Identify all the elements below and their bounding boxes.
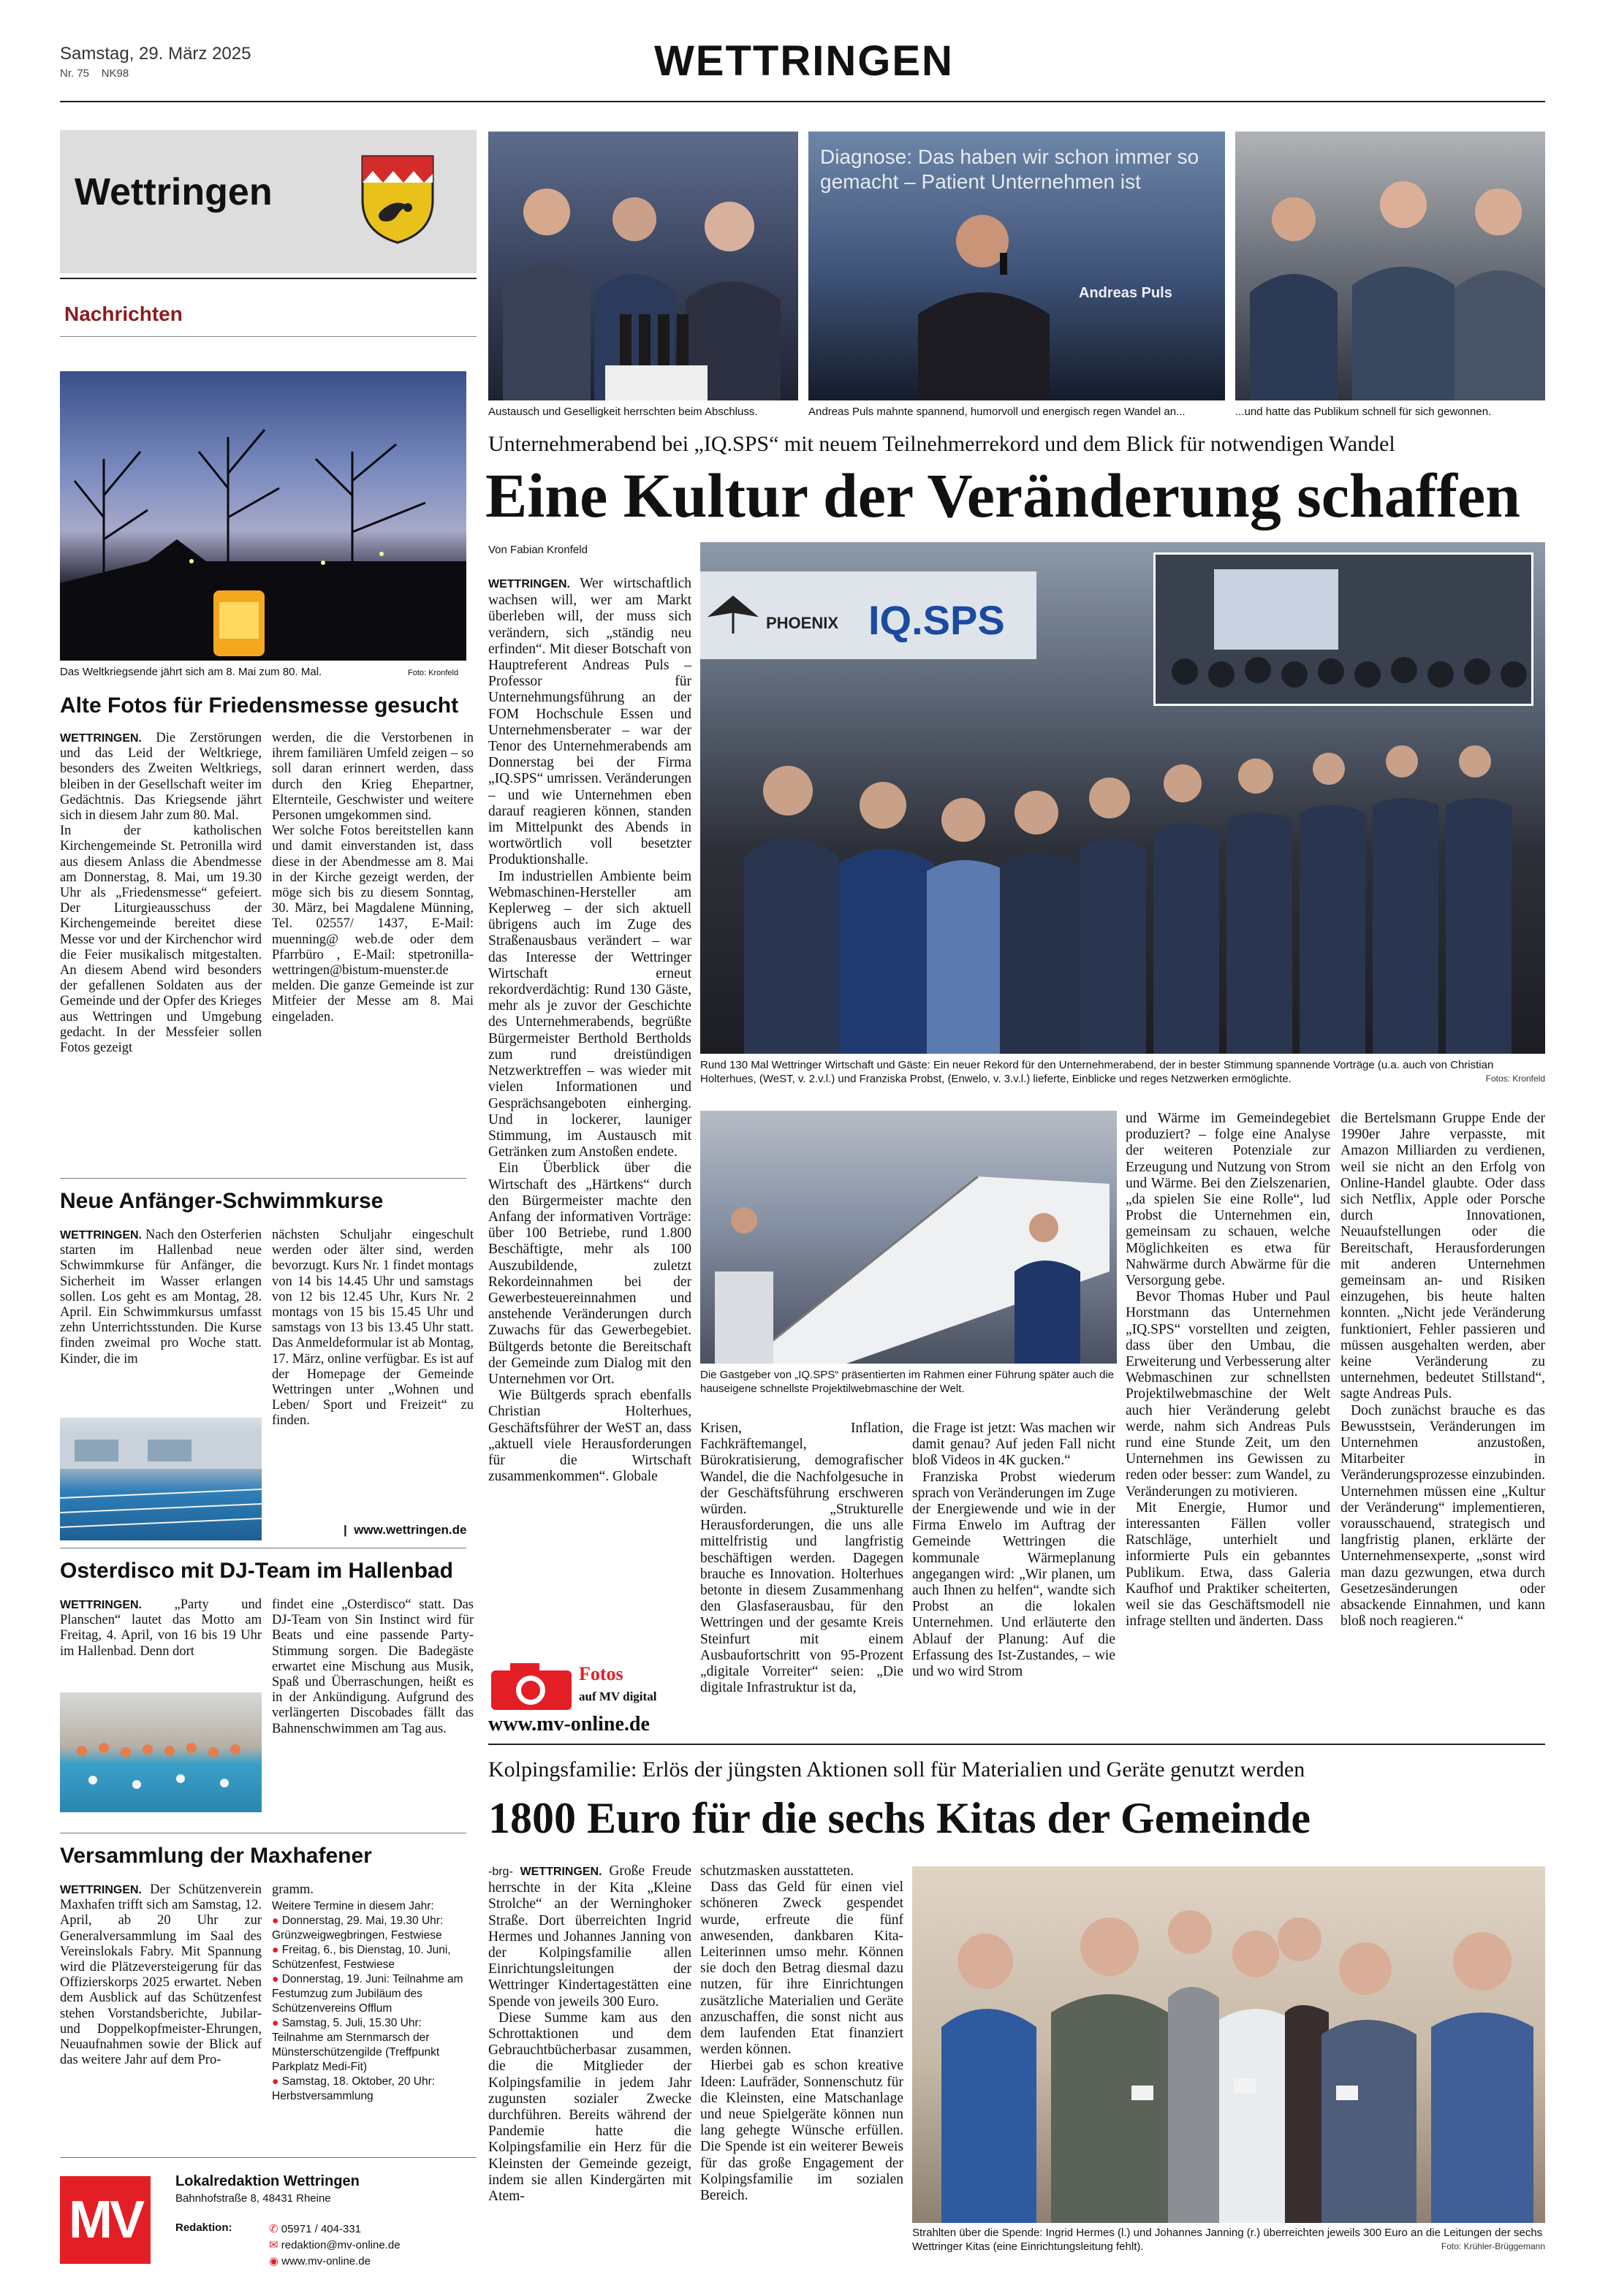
top-photo-1-caption: Austausch und Geselligkeit herrschten beim Abschluss. [488,406,758,418]
bullet-icon: ● [272,1973,279,1986]
news2-col1: WETTRINGEN. Nach den Osterferien starten im Hallenbad neue Schwimmkurse für Anfänger, die Sicherheit im Wasser erlangen sollen. Los geht es am Montag, 28. April. Ein Schwimmkursus umfasst zehn Unterrichtsstunden. Die Kurse finden zweimal pro Woche statt. Kinder, die im [60,1228,262,1366]
dates-list [272,1914,474,2104]
iqsps-logo: IQ.SPS [868,597,1005,643]
contact-phone[interactable]: ✆ 05971 / 404-331 [269,2223,362,2235]
main-col4: die Bertelsmann Gruppe Ende der 1990er Jahre verpasste, mit Amazon Milliarden zu verdienen, weil sie nicht an den Erfolg von Online-Handel glaubte. Oder dass sich Netflix, Apple oder Porsche durch Innovationen, Neuaufstellungen oder die Bereitschaft, Herausforderungen mit anderen Unternehmen gemeinsam an- und Risiken einzugehen, bis heute halten konnten. „Nicht jede Veränderung funktioniert, Fehler passieren und müssen ausgehalten werden, aber keine Veränderung zu unternehmen, bedeutet Stillstand“, sagte Andreas Puls. Doch zunächst brauche es das Bewusstsein, Veränderungen im Unternehmen anzustoßen, Mitarbeiter in Veränderungsprozesse einzubinden. Unternehmen müssen eine „Kultur der Veränderung“ implementieren, vorausschauend, strategisch und langfristig planen, erklärte der Unternehmensexperte, „sonst wird man dazu gezwungen, etwa durch Gesetzesänderungen oder absackende Einnahmen, und kann bloß noch reagieren.“ [1340,1111,1545,1630]
top-photo-2 [808,132,1225,400]
date-item: ● Donnerstag, 29. Mai, 19.30 Uhr: Grünzweigwegbringen, Festwiese [272,1915,444,1942]
news2-col2: nächsten Schuljahr eingeschult werden oder älter sind, werden bevorzugt. Kurs Nr. 1 findet montags von 14 bis 14.45 Uhr und samstags von 12 bis 12.45 Uhr, Kurs Nr. 2 montags von 15 bis 15.45 Uhr und samstags von 13 bis 13.45 Uhr statt. Das Anmeldeformular ist ab Montag, 17. März, online verfügbar. Es ist auf der Homepage der Gemeinde Wettringen unter „Wohnen und Leben/ Sport und Freizeit“ zu finden. [272,1228,474,1429]
news4-col2: gramm. Weitere Termine in diesem Jahr: ● Donnerstag, 29. Mai, 19.30 Uhr: Grünzweigwegbringen, Festwiese ● Freitag, 6., bis Dienstag, 10. Juni, Schützenfest, Festwiese ● Donnerstag, 19. Juni: Teilnahme am Festumzug zum Jubiläum des Schützenvereins Offlum ● Samstag, 5. Juli, 15.30 Uhr: Teilnahme am Sternmarsch der Münsterschützengilde (Treffpunkt Parkplatz Medi-Fit) ● Samstag, 18. Oktober, 20 Uhr: Herbstversammlung [272,1882,474,2104]
photo1-credit: Foto: Kronfeld [408,669,459,677]
top-photo-2-caption: Andreas Puls mahnte spannend, humorvoll und energisch regen Wandel an... [808,406,1186,418]
bullet-icon: ● [272,2017,279,2030]
slide-text: Diagnose: Das haben wir schon immer so gemacht – Patient Unternehmen ist [820,145,1199,193]
masthead-rule [60,101,1545,102]
globe-icon: ◉ [269,2255,279,2268]
news3-col2: findet eine „Osterdisco“ statt. Das DJ-Team von Sin Instinct wird für Beats und eine passende Party-Stimmung sorgen. Die Badegäste erwartet eine Mischung aus Musik, Spaß und Überraschungen, heißt es in der Ankündigung. Aufgrund des verlängerten Discobades fällt das Bahnenschwimmen am Tag aus. [272,1597,474,1736]
bullet-icon: ● [272,1915,279,1928]
date-item: ● Samstag, 18. Oktober, 20 Uhr: Herbstversammlung [272,2075,436,2103]
main-col1: WETTRINGEN. Wer wirtschaftlich wachsen will, wer am Markt überleben will, der muss sich verändern, sich „ständig neu erfinden“. Mit dieser Botschaft von Hauptreferent Andreas Puls – Professor für Unternehmungsführung an der FOM Hochschule Essen und Unternehmensberater – war der Tenor des Unternehmerabends am Donnerstag bei der Firma „IQ.SPS“ umrissen. Veränderungen – und wie Unternehmen eben darauf reagieren können, standen im Mittelpunkt des Abends in wortwörtlich voll besetzter Produktionshalle. Im industriellen Ambiente beim Webmaschinen-Hersteller am Keplerweg – der sich aktuell übrigens auch im Zuge des Straßenausbaus verändert – war das Interesse der Wettringer Wirtschaft erneut rekordverdächtig: Rund 130 Gäste, mehr als je zuvor der Geschichte des Unternehmerabends, begrüßte Bürgermeister Berthold Bertholds zum rund dreistündigen Netzwerktreffen – was wieder mit vielen Informationen und Gesprächsangeboten einherging. Und in lockerer, launiger Stimmung, im Austausch mit Getränken zum Anstoßen endete. Ein Überblick über die Wirtschaft des „Härtkens“ durch den Bürgermeister machte den Anfang der informativen Vorträge: über 100 Betriebe, rund 1.800 Beschäftigte, mehr als 100 Auszubildende, zuletzt Rekordeinnahmen bei der Gewerbesteuereinnahmen und anstehende Veränderungen durch Zuwachs für das Gewerbegebiet. Bültgerds betonte die Bereitschaft der Gemeinde zum Dialog mit den Unternehmen vor Ort. Wie Bültgerds sprach ebenfalls Christian Holterhues, Geschäftsführer der WeST an, dass „aktuell viele Herausforderungen für die Wirtschaft zusammenkommen“. Globale [488,576,692,1485]
issue-date: Samstag, 29. März 2025 [60,44,251,64]
top-photo-1 [488,132,798,400]
main-byline: Von Fabian Kronfeld [488,544,588,556]
small-photo-caption: Die Gastgeber von „IQ.SPS“ präsentierten im Rahmen einer Führung später auch die hauseigene schnellste Projektilwebmaschine der Welt. [700,1369,1115,1395]
pool-disco-photo [60,1692,262,1812]
main-photo-caption: Rund 130 Mal Wettringer Wirtschaft und Gäste: Ein neuer Rekord für den Unternehmerabend, der in bester Stimmung spannende Vorträge (u.a. auch von Christian Holterhues, (WeST, v. 2.v.l.) und Franziska Probst, (Enwelo, v. 3.v.l.) lieferte, Einblicke und reges Netzwerken ermöglichte. Fotos: Kronfeld [700,1059,1545,1085]
slide-speaker-name: Andreas Puls [1079,285,1172,301]
kita-photo-caption: Strahlten über die Spende: Ingrid Hermes (l.) und Johannes Janning (r.) überreichten jeweils 300 Euro an die Leitungen der sechs Wettringer Kitas (eine Einrichtungsleitung fehlt). Foto: Krühler-Brüggemann [912,2227,1545,2253]
weaving-machine-photo [700,1111,1117,1364]
contact-web[interactable]: ◉ www.mv-online.de [269,2255,371,2268]
date-item: ● Freitag, 6., bis Dienstag, 10. Juni, Schützenfest, Festwiese [272,1944,451,1972]
section-title: WETTRINGEN [654,37,954,85]
main-col3: und Wärme im Gemeindegebiet produziert? – folge eine Analyse der weiteren Potenziale zur Erzeugung und Nutzung von Strom und Wärme. Bei den Zielszenarien, „da spielen Sie eine Rolle“, lud Probst die Unternehmen ein, gemeinsam zu schauen, welche Möglichkeiten es etwa für Nahwärme durch Abwärme für die Versorgung gebe. Bevor Thomas Huber und Paul Horstmann das Unternehmen „IQ.SPS“ vorstellten und zeigten, dass über den Umbau, die Erweiterung und Verbesserung alter Webmaschinen zur schnellsten Projektilwebmaschine der Welt auch hier Veränderung gelebt werde, nahm sich Andreas Puls rund eine Stunde Zeit, um den Unternehmen ins Gewissen zu reden oder besser: zum Wandel, zu Veränderungen zu motivieren. Mit Energie, Humor und interessanten Fällen voller Ratschläge, unterhielt und informierte Puls ein gebanntes Publikum. Etwa, dass Galeria Kaufhof und Praktiker scheiterten, weil sie das Geschäftsmodell nie infrage stellten und änderten. Dass [1126,1111,1330,1630]
news1-col2: werden, die die Verstorbenen in ihrem familiären Umfeld zeigen – so soll daran erinnert werden, dass durch den Krieg Ehepartner, Elternteile, Geschwister und weitere Personen umgekommen sind. Wer solche Fotos bereitstellen kann und damit einverstanden ist, dass diese in der Abendmesse am 8. Mai in der Kirche gezeigt werden, der möge sich bis zu diesem Sonntag, 30. März, bei Magdalene Münning, Tel. 02557/ 1437, E-Mail: muenning@ web.de oder dem Pfarrbüro , E-Mail: stpetronilla-wettringen@bistum-muenster.de melden. Die ganze Gemeinde ist zur Mitfeier der Messe am 8. Mai eingeladen. [272,731,474,1025]
contact-title: Lokalredaktion Wettringen [175,2173,360,2189]
photo-promo[interactable]: Fotos auf MV digital www.mv-online.de [488,1660,691,1738]
photo1-caption: Das Weltkriegsende jährt sich am 8. Mai zum 80. Mal. [60,666,322,678]
contact-email[interactable]: ✉ redaktion@mv-online.de [269,2239,401,2251]
main-col3a: die Frage ist jetzt: Was machen wir damit genau? Auf jeden Fall nicht bloß Videos in 4K gucken.“ Franziska Probst wiederum sprach von Veränderungen im Zuge der Energiewende und wie in der Firma Enwelo im Auftrag der Gemeinde Wettringen die kommunale Wärmeplanung angegangen wird: „Wir planen, um auch Ihnen zu helfen“, wandte sich Probst an die lokalen Unternehmen. Und erläuterte den Ablauf der Planung: Auf die Erfassung des Ist-Zustandes, – wie und wo wird Strom [912,1421,1115,1680]
contact-address: Bahnhofstraße 8, 48431 Rheine [175,2192,331,2205]
news2-link[interactable]: | www.wettringen.de [344,1523,467,1537]
bullet-icon: ● [272,2075,279,2088]
news4-col1: WETTRINGEN. Der Schützenverein Maxhafen trifft sich am Samstag, 12. April, ab 20 Uhr zur Generalversammlung im Saal des Vereinslokals Fabry. Mit Spannung wird die Plätzeversteigerung für das Offizierskorps 2025 erwartet. Neben dem Ausblick auf das Schützenfest stehen Vorstandsberichte, Jubilar- und Doppelkopfmeister-Ehrungen, Neuaufnahmen sowie der Blick auf das weitere Jahr auf dem Pro- [60,1882,262,2068]
date-item: ● Donnerstag, 19. Juni: Teilnahme am Festumzug zum Jubiläum des Schützenvereins Offlum [272,1973,463,2015]
top-photo-3 [1235,132,1545,400]
news3-title: Osterdisco mit DJ-Team im Hallenbad [60,1559,453,1583]
phone-icon: ✆ [269,2223,278,2235]
news1-col1: WETTRINGEN. Die Zerstörungen und das Leid der Weltkriege, besonders des Zweiten Weltkriegs, bleiben in der Gesellschaft weiter im Gedächtnis. Das Kriegsende jährt sich in diesem Jahr zum 80. Mal. In der katholischen Kirchengemeinde St. Petronilla wird aus diesem Anlass die Abendmesse am Donnerstag, 8. Mai, um 19.30 Uhr als „Friedensmesse“ gefeiert. Der Liturgieausschuss der Kirchengemeinde bereitet diese Messe vor und der Kirchenchor wird die Feier musikalisch mitgestalten. An diesem Abend wird besonders der gefallenen Soldaten aus der Gemeinde und der Opfer des Krieges aus Wettringen und Umgebung gedacht. In der Messfeier sollen Fotos gezeigt [60,731,262,1056]
rubric-label: Nachrichten [64,303,183,325]
bullet-icon: ● [272,1944,279,1957]
kita-kicker: Kolpingsfamilie: Erlös der jüngsten Aktionen soll für Materialien und Geräte genutzt werden [488,1757,1305,1782]
kita-headline: 1800 Euro für die sechs Kitas der Gemeinde [488,1794,1311,1842]
main-kicker: Unternehmerabend bei „IQ.SPS“ mit neuem Teilnehmerrekord und dem Blick für notwendigen Wandel [488,432,1395,456]
mv-logo: MV [60,2176,151,2264]
coat-of-arms-icon [360,153,436,244]
news3-col1: WETTRINGEN. „Party und Planschen“ lautet das Motto am Freitag, 4. April, von 16 bis 19 Uhr im Hallenbad. Denn dort [60,1597,262,1659]
main-headline: Eine Kultur der Veränderung schaffen [485,460,1520,531]
news4-title: Versammlung der Maxhafener [60,1844,372,1868]
news2-title: Neue Anfänger-Schwimmkurse [60,1189,384,1213]
kita-col2: schutzmasken ausstatteten. Dass das Geld für einen viel schöneren Zweck gespendet wurde, erfreute die fünf anwesenden, dankbaren Kita-Leiterinnen umso mehr. Können sie doch den Betrag diesmal dazu nutzen, für ihre Einrichtungen zusätzliche Materialien und Geräte anzuschaffen, die sonst nicht aus dem laufenden Etat finanziert werden können. Hierbei gab es schon kreative Ideen: Laufräder, Sonnenschutz für die Kleinsten, eine Matschanlage und neue Spielgeräte können nun lang gehegte Wünsche erfüllen. Die Spende ist ein weiterer Beweis für das große Engagement der Kolpingsfamilie im sozialen Bereich. [700,1863,903,2204]
top-photo-3-caption: ...und hatte das Publikum schnell für sich gewonnen. [1235,406,1492,418]
camera-icon [488,1660,574,1711]
contact-details [269,2221,401,2270]
mail-icon: ✉ [269,2239,278,2251]
church-candle-photo [60,371,466,661]
news1-title: Alte Fotos für Friedensmesse gesucht [60,693,459,718]
kita-donation-photo [912,1866,1545,2223]
kita-col1: -brg- WETTRINGEN. Große Freude herrschte in der Kita „Kleine Strolche“ an der Werninghoker Straße. Dort überreichten Ingrid Hermes und Johannes Janning von der Kolpingsfamilie allen Einrichtungsleitungen der Wettringer Kindertagestätten eine Spende von jeweils 300 Euro. Diese Summe kam aus den Schrottaktionen und dem Gebrauchtbücherbasar zusammen, die die Mitglieder der Kolpingsfamilie in jedem Jahr zugunsten sozialer Zwecke durchführen. Bereits während der Pandemie hatte die Kolpingsfamilie ein Herz für die Kleinsten der Gemeinde gezeigt, indem sie allen Kindergärten mit Atem- [488,1863,691,2205]
date-item: ● Samstag, 5. Juli, 15.30 Uhr: Teilnahme am Sternmarsch der Münsterschützengilde (Treffpunkt Parkplatz Medi-Fit) [272,2017,440,2074]
swimming-pool-photo [60,1418,262,1540]
issue-number: Nr. 75 NK98 [60,67,129,80]
town-header-box [60,130,477,273]
town-name: Wettringen [75,171,273,213]
main-event-photo [700,542,1545,1054]
contact-label: Redaktion: [175,2221,232,2234]
company-banner: PHOENIX IQ.SPS [700,571,1036,659]
main-col2: Krisen, Inflation, Fachkräftemangel, Bürokratisierung, demografischer Wandel, die die Nachfolgesuche in der Geschäftsführung erschweren würden. „Strukturelle Herausforderungen, die uns alle mittelfristig und langfristig beschäftigen werden. Dagegen brauche es Innovation. Holterhues betonte in diesem Zusammenhang den Glasfaserausbau, für den Wettringen und der gesamte Kreis Steinfurt mit einem Ausbaufortschritt von 95-Prozent „digitale Vorreiter“ seien: „Die digitale Infrastruktur ist da, [700,1421,903,1696]
